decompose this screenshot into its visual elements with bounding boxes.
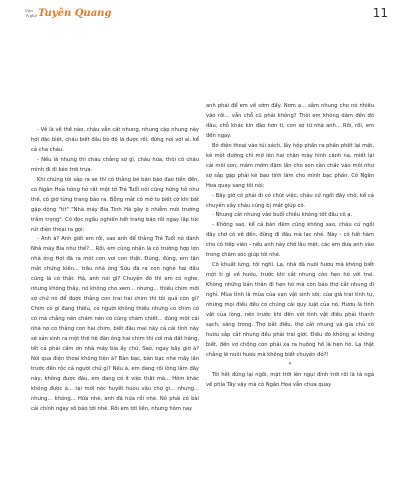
right-column bbox=[206, 102, 374, 391]
section-separator: * bbox=[288, 361, 292, 368]
paragraph: - Không sao, kể cả bán đêm cũng không sao, cháu cứ ngồi đây chờ cô về đến, đừng đi đâu mà lạc nhé. Này - cô hất hàm cho cô tiếp viên - nếu anh này chờ lâu mệt, các em đưa anh vào trong chăm sóc giúp tôi nhé. bbox=[206, 222, 374, 259]
paragraph: Tôi hết đứng lại ngồi, mặt trời lên ngụi đỉnh trời rồi là tà ngả về phía Tây vậy mà cô Ngân Hoa vẫn chưa quay bbox=[206, 371, 374, 388]
page-number: 11 bbox=[372, 6, 388, 20]
paragraph: Bỏ điện thoại vào túi xách, lấy hộp phấn ra phấn phết lại mặt, kẻ một đường chì mờ lên hai chân mày hình cánh nạ, miết lại cái môi son, mắm mớm đậm lấn cho son cằn chấc vào môi như sợ sắp gặp phải kẻ bạo tính làm cho mình bạc phấn. Cô Ngân Hoa quay sang tôi nói: bbox=[206, 142, 374, 189]
logo-tuyen-quang: Tuyên Quang bbox=[38, 8, 112, 19]
paragraph: Cô khuất lưng, tôi nghĩ. Lạ, nhà đã nuôi hươu mà không biết một tí gì về hươu, trước khi cắt nhung còn hẹn hò với trai. Không những bán thân đi hẹn hò mà còn bảo thợ cắt nhung đi nghỉ. Mùa tình là mùa của vạn vật sinh sôi, của giả trai tình tự, nhưng mọi điều đều có chúng cái quy luật của nó. Hươu là tình vật của lòng, nên trước khi đến với tình vật điều phải thanh sạch, sáng trong. Thợ bắt điều, thợ cắt nhung và gia chủ có hươu sắp cắt nhung đều phải trai giới. Điều đó không ai không biết, đến vợ chồng còn phải xa ra huống hồ là hẹn hò. Lạ thật chẳng lẽ nuôi hươu mà không biết chuyện đó?! bbox=[206, 262, 374, 358]
paragraph: Khi chúng tôi sắp ra xe thì có thằng bé bán báo đạo tiến đến, có Ngân Hoa hỏng hỏ rất một tờ Trẻ Tuổi nói cũng hứng hở như thế, cô giờ từng trang báo ra. Bỗng mắt cô mở to biết cờ khi bất gặp dòng "tít" "Nhà máy Bia Tinh Hà gây ô nhiễm môi trường trầm trọng". Cô đọc ngấu nghiến hết trang báo rồi ngay lập tức rút điện thoại ra gọi: bbox=[31, 176, 199, 233]
left-column bbox=[31, 126, 199, 415]
paragraph: - Anh à? Anh giết em rồi, sao anh để thằng Trẻ Tuổi nó đánh Nhà máy Bia như thế?... Rồi, em cũng nhận là có trường hợp lợn nhà ông Hợi đã ra một con voi con thật. Đúng, đúng, em tận mắt chứng kiến... trâu nhà ông Sửu đã ra con nghé hai đầu cũng là có thật. Hả, anh nói gì? Chuyện đó thì em có nghe, nhưng không thấy, nó không cho xem... nhưng... thiếu chim mới sợ chứ nó để được thẳng con trai hai chim thì tôi quá còn gì? Chim có gì đang thiếu, có người không thiếu nhưng có chim có có mà chẳng nên chăm nên có cũng chăm chiết... đúng một cái nhà nó có thằng con hai chim, biết đâu mai này cả cái tỉnh này sẽ sản sinh ra một thế hệ đàn ông hai chim thì cơi mà đất hàng, tết cả phải cầm ơn nhà máy bia ấy chứ. Sao, ngay bây giờ à? Nói qua điện thoại không tiện à? Bàn bạc, bàn bạc nhé mấy lần trước đến rộc cả người chứ gì? Nếu à, em đang rối lòng lắm đây này, không được đâu, em đang có ít việc thật mà... Hôm khác không được à... tại mới nóc huyết huou vâu chợ gì... nhưng... nhưng... không... Hứa nhé, anh đã hứa rồi nhé. Nó phải có bài cải chính ngay số báo tới nhé. Rồi em tới liền, nhưng hôm nay bbox=[31, 236, 199, 412]
paragraph: - Nhung cắt nhung vào buổi chiều không tốt đâu cô ạ. bbox=[212, 212, 353, 219]
paragraph: anh phải để em về sớm đấy. Nơm ạ... sâm nhung cho nó nhiều vào rồi... vẫn chỗ cũ phải không? Thôi em không dám đến đó đâu, chỗ khác kín đáo hơn ti, con sợ từ nhà anh... Rồi, rồi, em đến ngay. bbox=[206, 103, 374, 139]
logo-nghe: Nghệ bbox=[26, 13, 38, 18]
page-header bbox=[0, 0, 402, 40]
paragraph: - Nếu là nhung thì cháu chẳng sợ gì, cháu hứa, thôi cô cháu mình đi đi kẻo trời trưa. bbox=[31, 156, 199, 173]
paragraph: - Về là về thế nào, cháu vẫn cắt nhung, nhung cặp nhung này hơi đặc biệt, cháu biết đầu bò độ là được rồi, đừng nói với ai, kể cả cha cháu. bbox=[31, 127, 199, 153]
logo-van: Văn bbox=[25, 8, 33, 13]
paragraph: - Bây giờ cô phải đi có chút việc, cháu cứ ngồi đây chờ, kể cả chuyến xây cháu cũng bị mắt giúp cô. bbox=[206, 192, 374, 209]
